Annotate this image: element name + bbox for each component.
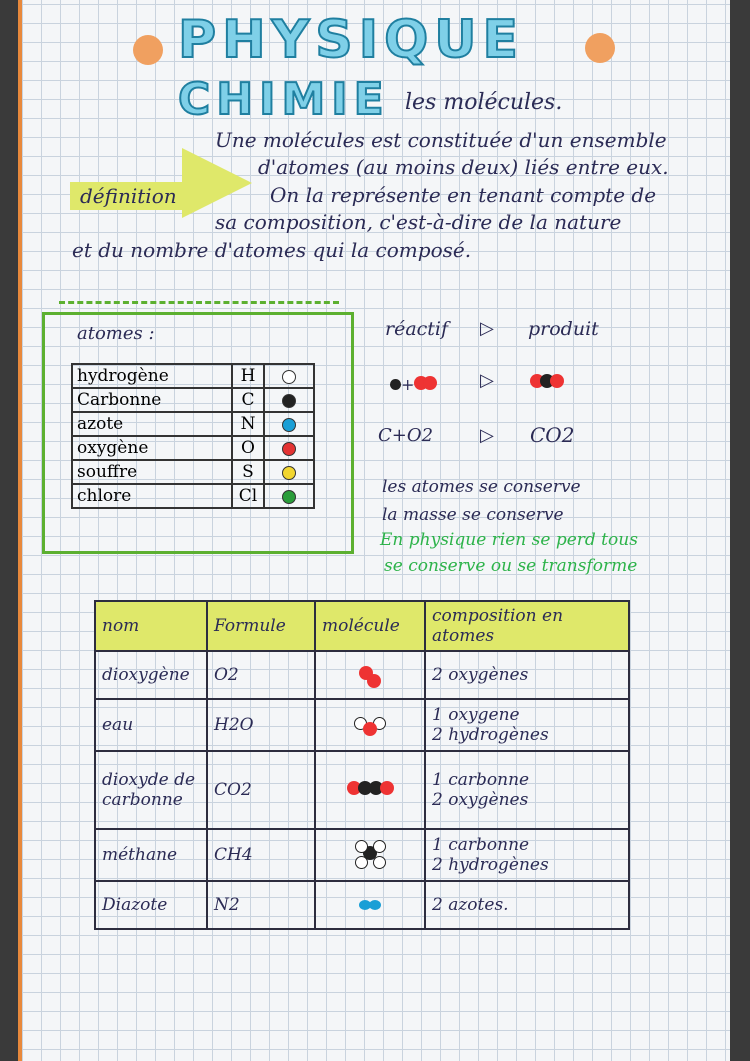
molecule-drawing: [315, 651, 425, 699]
molecule-drawing: [315, 829, 425, 881]
reactif-label: réactif: [385, 318, 449, 340]
header-molecule: molécule: [315, 601, 425, 651]
punch-hole-left: [133, 35, 163, 65]
atom-color-dot: [282, 418, 296, 432]
atom-color-dot: [282, 370, 296, 384]
atom-row: [72, 412, 314, 436]
lavoisier-line-2: se conserve ou se transforme: [384, 556, 638, 576]
spiral-binding: [59, 301, 339, 322]
reaction-arrow-1: ▷: [480, 318, 494, 339]
molecule-composition: [425, 651, 629, 699]
molecule-composition: [425, 829, 629, 881]
conservation-mass: la masse se conserve: [382, 505, 564, 525]
definition-line-4: sa composition, c'est-à-dire de la nature: [215, 210, 622, 234]
atom-symbol: C: [232, 388, 264, 412]
composition-line-1: 2 azotes.: [432, 895, 509, 915]
atom-color-cell: [264, 412, 314, 436]
atom-color-cell: [264, 484, 314, 508]
atom-color-cell: [264, 436, 314, 460]
definition-line-3: On la représente en tenant compte de: [270, 183, 657, 207]
molecule-formula: CO2: [207, 751, 315, 829]
hydrogen-atom: [355, 856, 368, 869]
atom-symbol: H: [232, 364, 264, 388]
atom-name: chlore: [72, 484, 232, 508]
composition-line-2: 2 oxygènes: [432, 790, 529, 810]
atom-row: [72, 436, 314, 460]
nitrogen-atom: [369, 900, 381, 910]
molecule-formula: CH4: [207, 829, 315, 881]
hydrogen-atom: [373, 840, 386, 853]
atom-color-cell: [264, 388, 314, 412]
conservation-atoms: les atomes se conserve: [382, 477, 581, 497]
table-row: [95, 829, 629, 881]
molecule-name: Diazote: [95, 881, 207, 929]
definition-line-5: et du nombre d'atomes qui la composé.: [72, 238, 472, 262]
table-row: [95, 699, 629, 751]
composition-line-1: 1 oxygene: [432, 705, 520, 725]
molecule-formula: O2: [207, 651, 315, 699]
composition-line-1: 1 carbonne: [432, 770, 530, 790]
subtitle: les molécules.: [405, 90, 563, 115]
molecule-name: dioxygène: [95, 651, 207, 699]
atom-name: oxygène: [72, 436, 232, 460]
atom-symbol: N: [232, 412, 264, 436]
molecule-name: eau: [95, 699, 207, 751]
molecule-drawing: [315, 751, 425, 829]
title-chimie: CHIMIE: [178, 74, 390, 125]
oxygen-atom: [363, 722, 377, 736]
composition-line-1: 2 oxygènes: [432, 665, 529, 685]
lavoisier-line-1: En physique rien se perd tous: [380, 530, 638, 550]
composition-line-1: 1 carbonne: [432, 835, 530, 855]
oxygen-atom: [423, 376, 437, 390]
atom-symbol: O: [232, 436, 264, 460]
molecule-formula: N2: [207, 881, 315, 929]
atom-color-dot: [282, 442, 296, 456]
molecule-name: dioxyde de carbonne: [95, 751, 207, 829]
atom-name: hydrogène: [72, 364, 232, 388]
atom-color-dot: [282, 394, 296, 408]
definition-label: définition: [70, 182, 187, 210]
hydrogen-atom: [373, 856, 386, 869]
molecule-composition: [425, 881, 629, 929]
atom-color-dot: [282, 490, 296, 504]
composition-line-2: 2 hydrogènes: [432, 725, 549, 745]
produit-label: produit: [528, 318, 599, 340]
plus-sign: +: [401, 375, 415, 394]
atom-row: [72, 460, 314, 484]
composition-line-2: 2 hydrogènes: [432, 855, 549, 875]
atom-color-dot: [282, 466, 296, 480]
atom-name: souffre: [72, 460, 232, 484]
atom-symbol: S: [232, 460, 264, 484]
atom-symbol: Cl: [232, 484, 264, 508]
molecule-name: méthane: [95, 829, 207, 881]
oxygen-atom: [380, 781, 394, 795]
formula-product: CO2: [530, 423, 575, 447]
atom-color-cell: [264, 460, 314, 484]
oxygen-atom: [367, 674, 381, 688]
atoms-heading: atomes :: [77, 323, 155, 344]
atom-color-cell: [264, 364, 314, 388]
formula-reactants: C+O2: [378, 425, 434, 446]
oxygen-atom: [550, 374, 564, 388]
reactant-molecules: [390, 370, 437, 394]
atoms-box: [42, 312, 354, 554]
molecule-formula: H2O: [207, 699, 315, 751]
atom-name: Carbonne: [72, 388, 232, 412]
atom-row: [72, 388, 314, 412]
molecule-drawing: [315, 699, 425, 751]
header-formule: Formule: [207, 601, 315, 651]
table-row: [95, 881, 629, 929]
atom-name: azote: [72, 412, 232, 436]
hydrogen-atom: [355, 840, 368, 853]
punch-hole-right: [585, 33, 615, 63]
reaction-arrow-2: ▷: [480, 370, 494, 391]
atoms-table: [71, 363, 315, 509]
molecule-composition: [425, 699, 629, 751]
definition-line-1: Une molécules est constituée d'un ensemble: [215, 128, 667, 152]
title-physique: PHYSIQUE: [178, 10, 525, 70]
definition-line-2: d'atomes (au moins deux) liés entre eux.: [258, 155, 669, 179]
co2-molecule: [530, 373, 564, 392]
table-row: [95, 651, 629, 699]
molecules-table: [94, 600, 630, 930]
atom-row: [72, 364, 314, 388]
molecule-drawing: [315, 881, 425, 929]
atom-row: [72, 484, 314, 508]
header-composition: composition en atomes: [425, 601, 629, 651]
table-row: [95, 751, 629, 829]
reaction-arrow-3: ▷: [480, 425, 494, 446]
header-nom: nom: [95, 601, 207, 651]
molecule-composition: [425, 751, 629, 829]
carbon-atom: [390, 379, 401, 390]
